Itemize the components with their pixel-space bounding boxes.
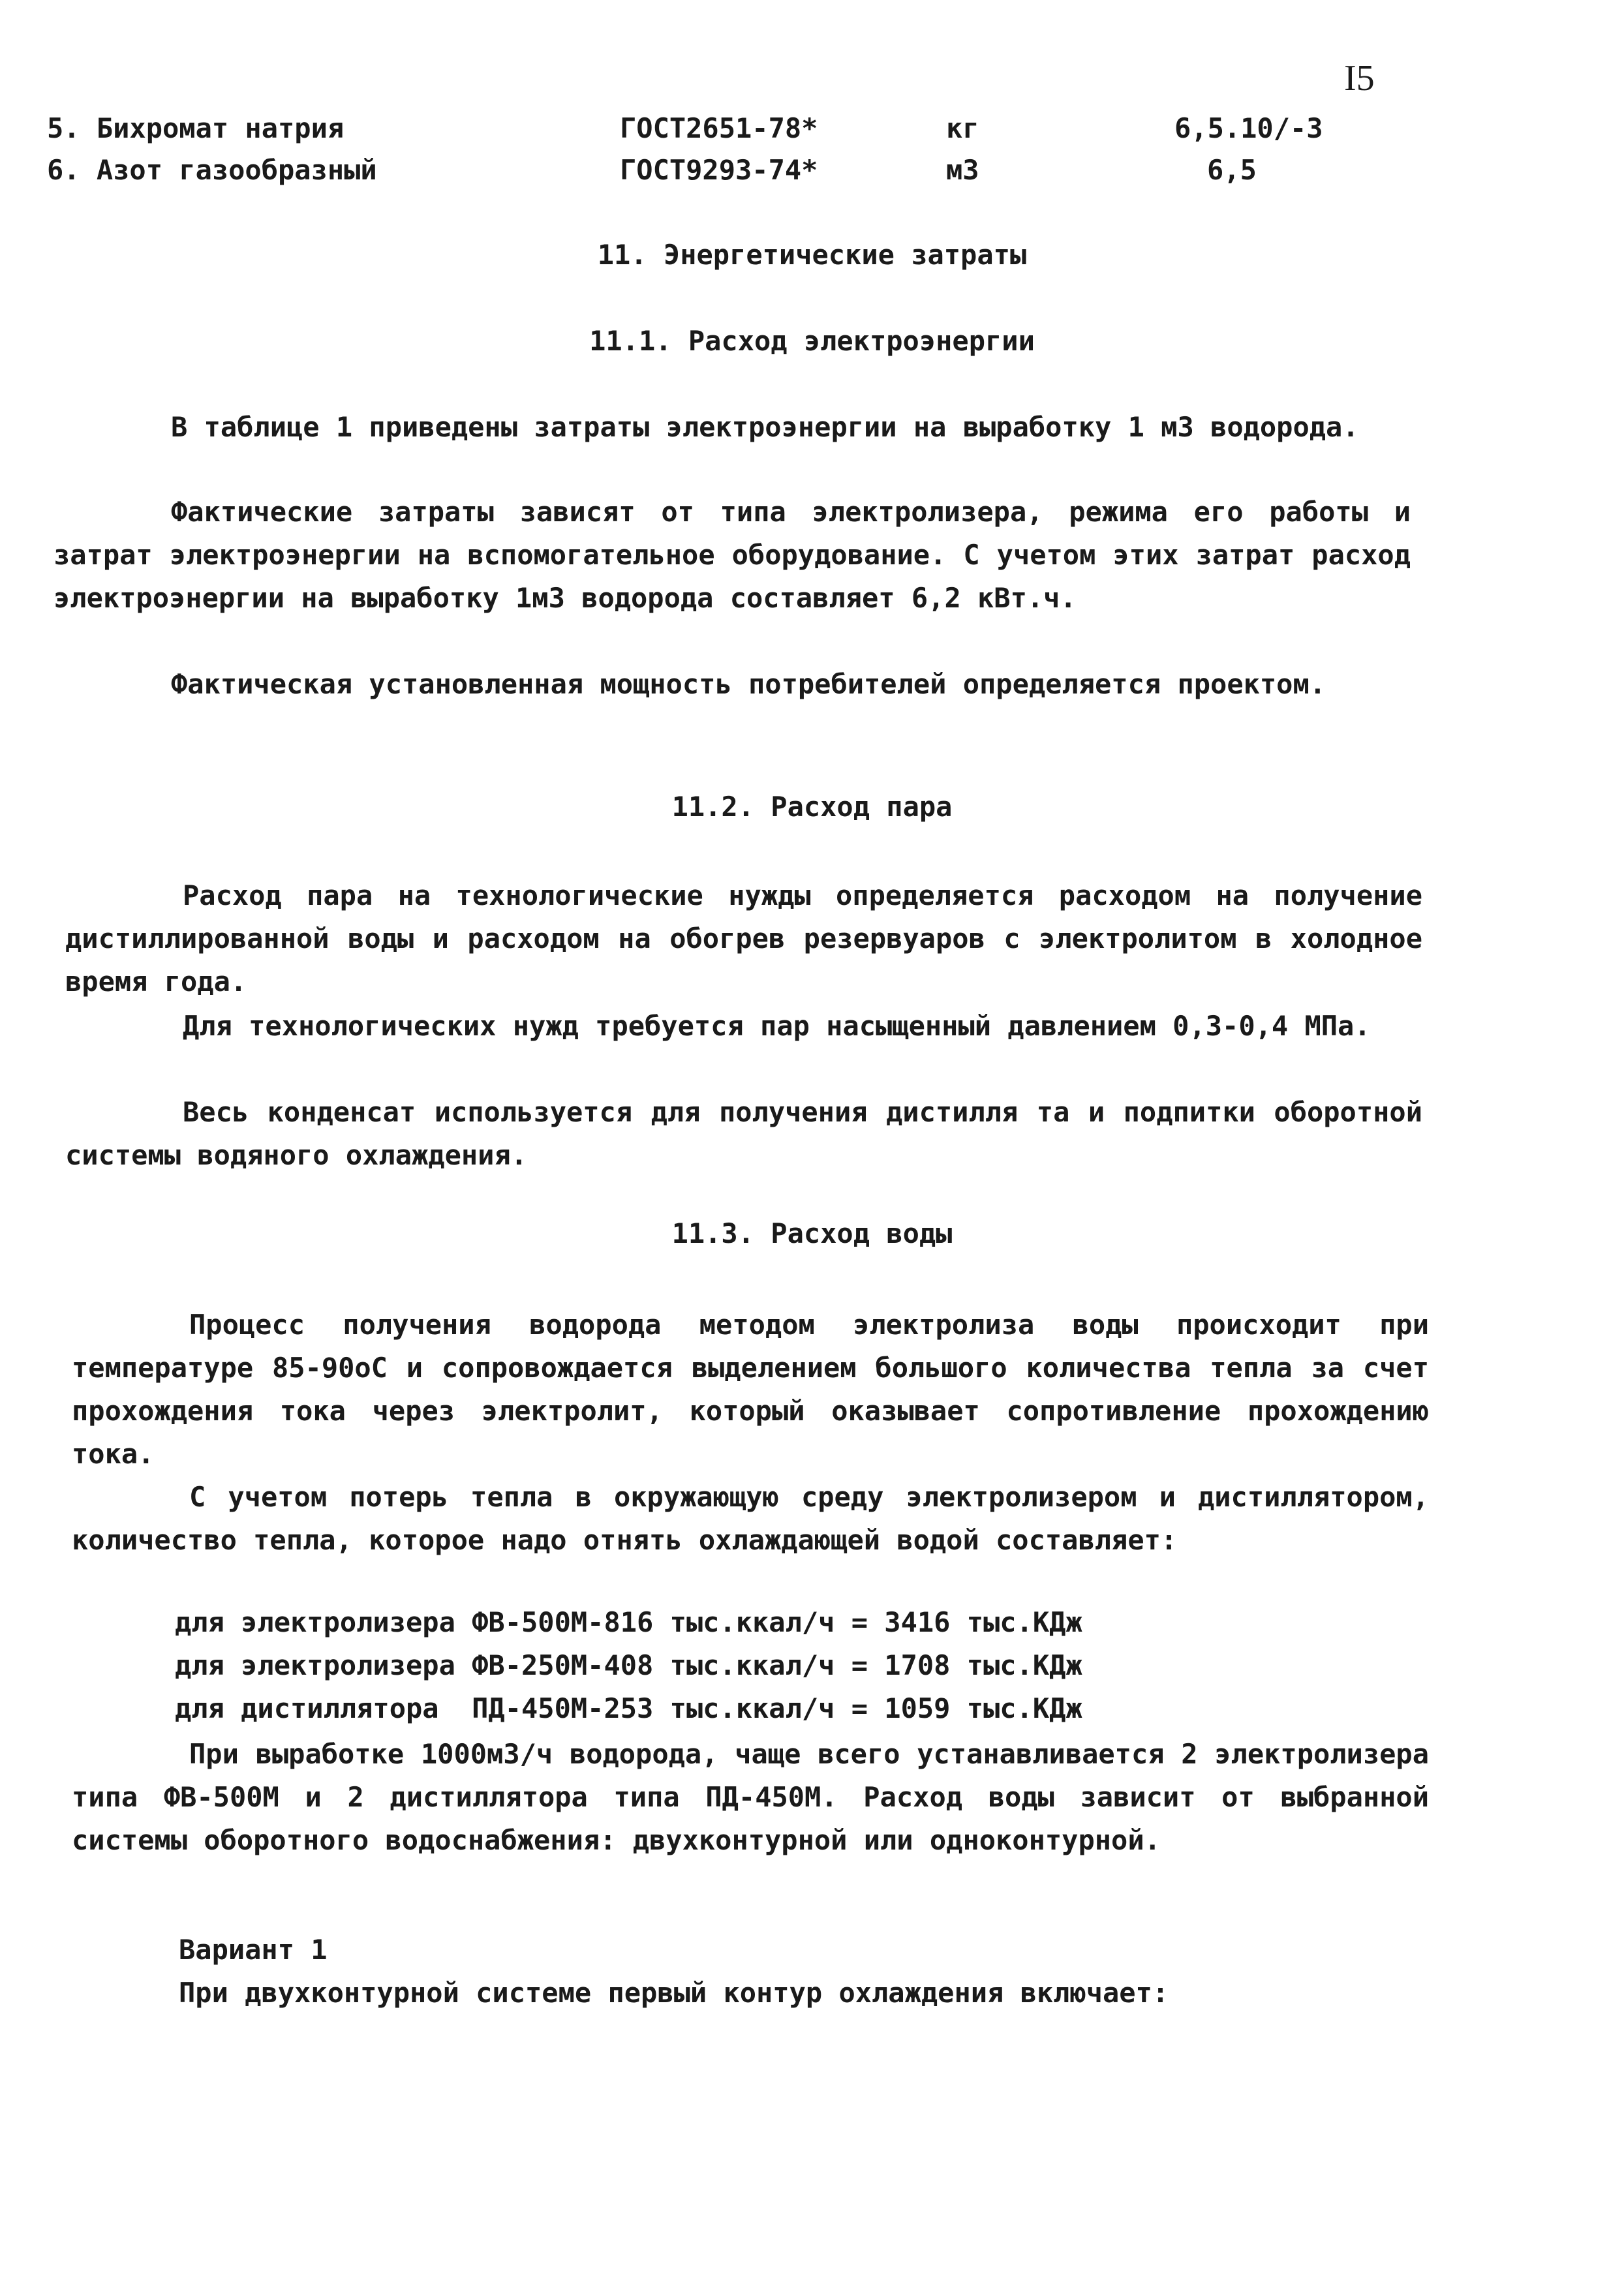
material-name: 5. Бихромат натрия (47, 112, 345, 144)
variant-label: Вариант 1 (179, 1934, 328, 1966)
material-standard: ГОСТ9293-74* (620, 154, 818, 186)
paragraph: При выработке 1000м3/ч водорода, чаще всего устанавливается 2 электролизера типа ФВ-500М и 2 дистиллятора типа ПД-450М. Расход воды зависит от выбранной системы оборотного водоснабжения: двухконтурной или одноконтурной. (72, 1738, 1429, 1856)
material-value: 6,5.10/-3 (1174, 112, 1323, 144)
paragraph: При двухконтурной системе первый контур охлаждения включает: (179, 1977, 1169, 2009)
material-value: 6,5 (1207, 154, 1257, 186)
section-title: 11. Энергетические затраты (597, 239, 1027, 271)
paragraph: Фактическая установленная мощность потребителей определяется проектом. (171, 668, 1326, 700)
list-item: для дистиллятора ПД-450М-253 тыс.ккал/ч = 1059 тыс.КДж (175, 1692, 1082, 1724)
paragraph: Весь конденсат используется для получения дистилля та и подпитки оборотной системы водяного охлаждения. (65, 1096, 1422, 1171)
subsection-title-water: 11.3. Расход воды (671, 1217, 953, 1249)
subsection-title-steam: 11.2. Расход пара (671, 791, 953, 823)
list-item: для электролизера ФВ-500М-816 тыс.ккал/ч = 3416 тыс.КДж (175, 1606, 1082, 1638)
material-name: 6. Азот газообразный (47, 154, 377, 186)
paragraph: Процесс получения водорода методом электролиза воды происходит при температуре 85-90оС и сопровождается выделением большого количества тепла за счет прохождения тока через электролит, который оказывает сопротивление прохождению тока. (72, 1309, 1429, 1470)
material-unit: м3 (946, 154, 979, 186)
paragraph: Фактические затраты зависят от типа электролизера, режима его работы и затрат электроэнергии на вспомогательное оборудование. С учетом этих затрат расход электроэнергии на выработку 1м3 водорода составляет 6,2 кВт.ч. (54, 496, 1411, 614)
list-item: для электролизера ФВ-250М-408 тыс.ккал/ч = 1708 тыс.КДж (175, 1649, 1082, 1681)
paragraph: Расход пара на технологические нужды определяется расходом на получение дистиллированной воды и расходом на обогрев резервуаров с электролитом в холодное время года. (65, 879, 1422, 998)
material-unit: кг (946, 112, 979, 144)
paragraph: В таблице 1 приведены затраты электроэнергии на выработку 1 м3 водорода. (171, 411, 1359, 443)
subsection-title-electricity: 11.1. Расход электроэнергии (589, 325, 1035, 357)
page-number: I5 (1344, 58, 1375, 99)
material-standard: ГОСТ2651-78* (620, 112, 818, 144)
paragraph: С учетом потерь тепла в окружающую среду электролизером и дистиллятором, количество тепла, которое надо отнять охлаждающей водой составляет: (72, 1481, 1429, 1556)
paragraph: Для технологических нужд требуется пар насыщенный давлением 0,3-0,4 МПа. (183, 1010, 1371, 1042)
